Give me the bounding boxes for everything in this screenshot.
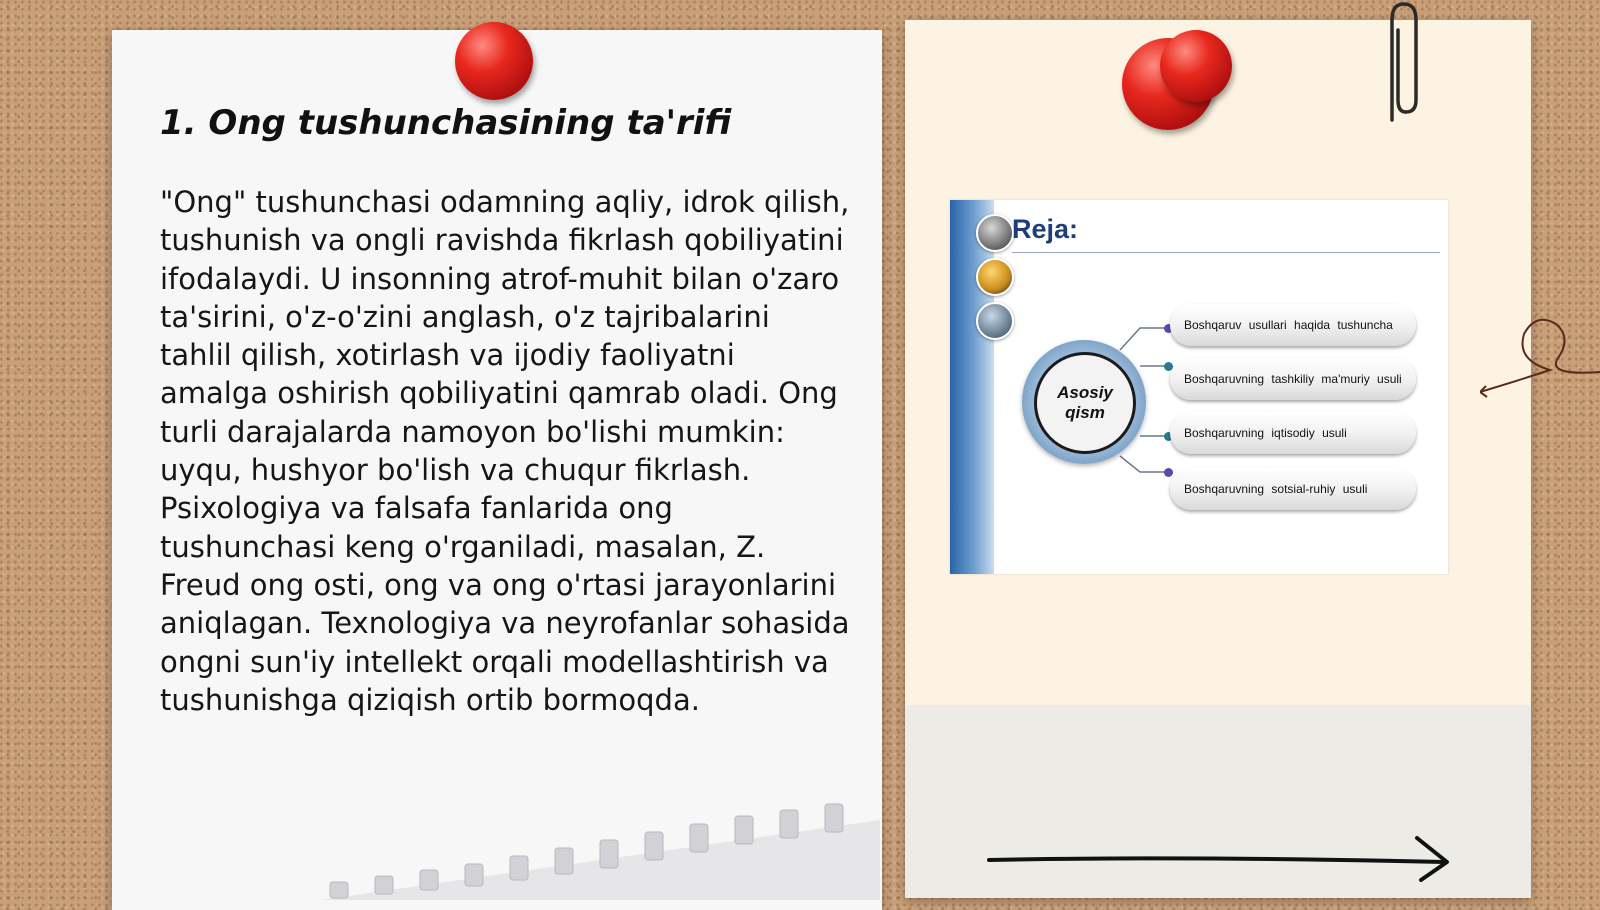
center-node-label: Asosiy qism <box>1034 352 1136 454</box>
slide-image <box>950 200 1448 574</box>
plan-item: Boshqaruvning tashkiliy ma'muriy usuli <box>1170 358 1416 400</box>
connector-dot <box>1164 468 1173 477</box>
torn-paper-edge <box>320 800 880 900</box>
card-body-text: "Ong" tushunchasi odamning aqliy, idrok qilish, tushunish va ongli ravishda fikrlash qobiliyatini ifodalaydi. U insonning atrof-muhit bilan o'zaro ta'sirini, o'z-o'zini anglash, o'z tajribalarini tahlil qilish, xotirlash va ijodiy faoliyatni amalga oshirish qobiliyatini qamrab oladi. Ong turli darajalarda namoyon bo'lishi mumkin: uyqu, hushyor bo'lish va chuqur fikrlash. Psixologiya va falsafa fanlarida ong tushunchasi keng o'rganiladi, masalan, Z. Freud ong osti, ong va ong o'rtasi jarayonlarini aniqlagan. Texnologiya va neyrofanlar sohasida ongni sun'iy intellekt orqali modellashtirish va tushunishga qiziqish ortib bormoqda. <box>160 185 850 717</box>
plan-item: Boshqaruv usullari haqida tushuncha <box>1170 304 1416 346</box>
center-node <box>1022 340 1146 464</box>
red-pushpin-icon <box>455 22 533 100</box>
card-heading: 1. Ong tushunchasining ta'rifi <box>160 103 732 143</box>
red-pushpin-icon <box>1160 30 1232 102</box>
slide-title: Reja: <box>1012 214 1079 244</box>
decorative-string-icon <box>1480 310 1600 410</box>
plan-item: Boshqaruvning iqtisodiy usuli <box>1170 412 1416 454</box>
arrow-right-icon <box>985 830 1455 882</box>
plan-item: Boshqaruvning sotsial-ruhiy usuli <box>1170 468 1416 510</box>
paperclip-icon <box>1378 0 1422 124</box>
